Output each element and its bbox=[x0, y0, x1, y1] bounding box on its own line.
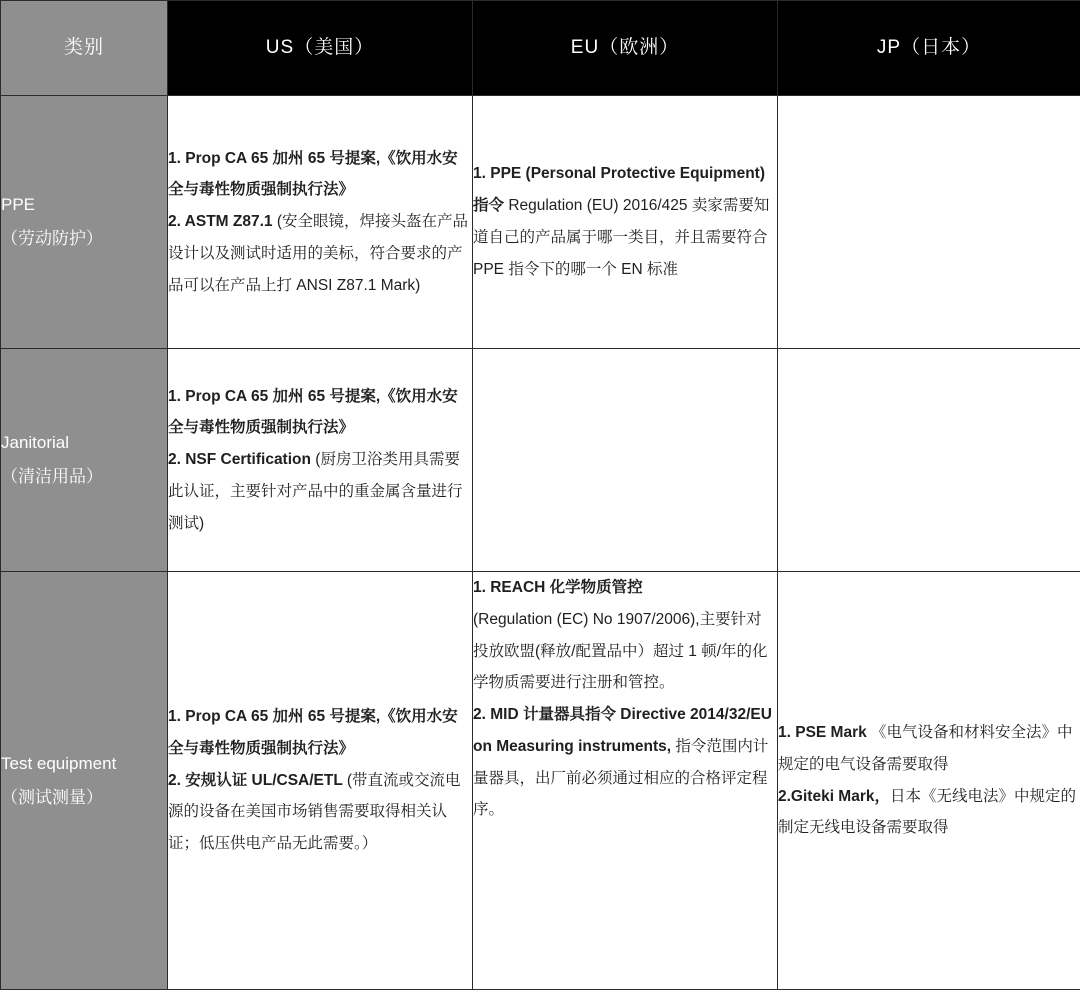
cell-ppe-us-line2 bbox=[168, 206, 472, 301]
cell-test-eu-line1 bbox=[473, 572, 777, 604]
cell-ppe-us-line1 bbox=[168, 143, 472, 207]
cell-test-eu-line2 bbox=[473, 699, 777, 826]
cell-test-eu-line2-bold: 2. MID 计量器具指令 Directive 2014/32/EU on Measuring instruments, bbox=[473, 706, 772, 755]
cell-janitorial-us-line1 bbox=[168, 381, 472, 445]
table-row bbox=[1, 96, 1080, 349]
cell-test-jp-line1-rest: 《电气设备和材料安全法》中规定的电气设备需要取得 bbox=[778, 724, 1073, 773]
category-name: Test equipment bbox=[1, 747, 167, 781]
cell-ppe-us-line1-bold: 1. Prop CA 65 加州 65 号提案,《饮用水安全与毒性物质强制执行法》 bbox=[168, 150, 458, 199]
cell-test-us-line1-bold: 1. Prop CA 65 加州 65 号提案,《饮用水安全与毒性物质强制执行法》 bbox=[168, 708, 458, 757]
column-header-category-label: 类别 bbox=[1, 36, 167, 61]
column-header-us bbox=[168, 1, 473, 96]
row-category-test-equipment bbox=[1, 572, 168, 990]
cell-test-eu-line1-bold: 1. REACH 化学物质管控 bbox=[473, 579, 643, 596]
cell-test-us-line2-rest: (带直流或交流电源的设备在美国市场销售需要取得相关认证；低压供电产品无此需要。） bbox=[168, 772, 461, 853]
column-header-eu bbox=[473, 1, 778, 96]
cell-ppe-us bbox=[168, 96, 473, 349]
cell-test-eu bbox=[473, 572, 778, 990]
cell-test-jp-line2 bbox=[778, 781, 1080, 845]
cell-janitorial-eu bbox=[473, 349, 778, 572]
column-header-jp bbox=[778, 1, 1080, 96]
category-subtitle: （劳动防护） bbox=[1, 222, 167, 256]
cell-test-jp-line2-rest: 日本《无线电法》中规定的制定无线电设备需要取得 bbox=[778, 788, 1076, 837]
cell-test-eu-line1-rest-wrap bbox=[473, 604, 777, 699]
cell-janitorial-us-line2-bold: 2. NSF Certification bbox=[168, 451, 315, 468]
row-category-ppe bbox=[1, 96, 168, 349]
row-category-janitorial bbox=[1, 349, 168, 572]
column-header-us-label: US（美国） bbox=[168, 36, 472, 61]
table-header bbox=[1, 1, 1080, 96]
cell-test-us-line2 bbox=[168, 765, 472, 860]
cell-janitorial-us bbox=[168, 349, 473, 572]
column-header-category bbox=[1, 1, 168, 96]
cell-test-eu-line2-rest: 指令范围内计量器具，出厂前必须通过相应的合格评定程序。 bbox=[473, 738, 768, 819]
category-name: PPE bbox=[1, 188, 167, 222]
cell-test-us-line1 bbox=[168, 701, 472, 765]
cell-test-us bbox=[168, 572, 473, 990]
column-header-jp-label: JP（日本） bbox=[778, 36, 1080, 61]
cell-test-jp-line2-bold: 2.Giteki Mark， bbox=[778, 788, 890, 805]
table-body bbox=[1, 96, 1080, 990]
cell-ppe-eu-line1 bbox=[473, 158, 777, 285]
cell-janitorial-us-line2 bbox=[168, 444, 472, 539]
table-header-row bbox=[1, 1, 1080, 96]
cell-ppe-us-line2-rest: (安全眼镜，焊接头盔在产品设计以及测试时适用的美标，符合要求的产品可以在产品上打 ANSI Z87.1 Mark) bbox=[168, 213, 468, 294]
cell-test-jp-line1-bold: 1. PSE Mark bbox=[778, 724, 871, 741]
cell-ppe-us-line2-bold: 2. ASTM Z87.1 bbox=[168, 213, 277, 230]
category-subtitle: （清洁用品） bbox=[1, 460, 167, 494]
cell-ppe-eu-line1-rest: Regulation (EU) 2016/425 卖家需要知道自己的产品属于哪一类目，并且需要符合 PPE 指令下的哪一个 EN 标准 bbox=[473, 197, 769, 278]
cell-ppe-eu-line1-bold: 1. PPE (Personal Protective Equipment) 指令 bbox=[473, 165, 765, 214]
cell-test-jp bbox=[778, 572, 1080, 990]
cell-test-eu-line1-rest: (Regulation (EC) No 1907/2006),主要针对投放欧盟(释放/配置品中）超过 1 顿/年的化学物质需要进行注册和管控。 bbox=[473, 611, 768, 692]
cell-test-us-line2-bold: 2. 安规认证 UL/CSA/ETL bbox=[168, 772, 347, 789]
cell-janitorial-jp bbox=[778, 349, 1080, 572]
cell-ppe-eu bbox=[473, 96, 778, 349]
cell-ppe-jp bbox=[778, 96, 1080, 349]
table-row bbox=[1, 349, 1080, 572]
cell-janitorial-us-line1-bold: 1. Prop CA 65 加州 65 号提案,《饮用水安全与毒性物质强制执行法》 bbox=[168, 388, 458, 437]
category-name: Janitorial bbox=[1, 426, 167, 460]
cell-test-jp-line1 bbox=[778, 717, 1080, 781]
category-subtitle: （测试测量） bbox=[1, 781, 167, 815]
table-row bbox=[1, 572, 1080, 990]
column-header-eu-label: EU（欧洲） bbox=[473, 36, 777, 61]
cell-janitorial-us-line2-rest: (厨房卫浴类用具需要此认证，主要针对产品中的重金属含量进行测试) bbox=[168, 451, 463, 532]
